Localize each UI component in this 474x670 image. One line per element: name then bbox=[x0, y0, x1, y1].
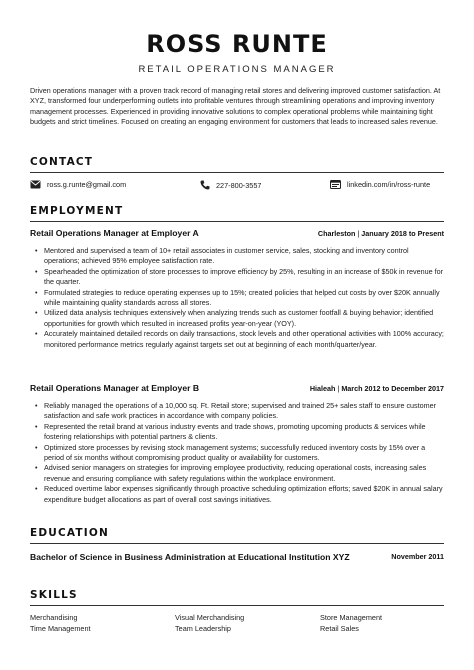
job-bullets-b bbox=[34, 401, 446, 505]
education-date: November 2011 bbox=[391, 552, 444, 561]
job-location-a: Charleston bbox=[317, 229, 356, 238]
skill-item: Visual Merchandising bbox=[175, 613, 245, 622]
summary-paragraph: Driven operations manager with a proven track record of managing retail stores and delivering improved customer satisfaction. At XYZ, transformed four underperforming outlets into profitable ventures through streamlining operations and improving inventory management processes. Experienced in providing innovative solutions to complex operational problems while maintaining tight budgets and strict timelines. Focused on creating an engaging environment for customers that leads to increased sales revenue. bbox=[30, 86, 441, 127]
envelope-icon bbox=[30, 180, 41, 189]
candidate-title: RETAIL OPERATIONS MANAGER bbox=[138, 64, 336, 75]
list-item: • Accurately maintained detailed records on daily transactions, stock levels and other operational activities with 100% accuracy; monitored performance metrics regularly against targets set out at beginning of each month/quarter/year. bbox=[34, 329, 446, 350]
skill-item: Team Leadership bbox=[175, 624, 231, 633]
education-heading: EDUCATION bbox=[30, 527, 110, 539]
list-item: • Formulated strategies to reduce operating expenses up to 15%; created policies that helped cut costs by over $20K annually while maintaining quality standards across all stores. bbox=[34, 288, 446, 309]
list-item: • Spearheaded the optimization of store processes to improve efficiency by 25%, resulting in an increase of $50k in revenue for the quarter. bbox=[34, 267, 446, 288]
list-item: • Reliably managed the operations of a 10,000 sq. Ft. Retail store; supervised and trained 25+ sales staff to ensure customer satisfaction and safe work practices in accordance with company policies. bbox=[34, 401, 446, 422]
contact-phone[interactable] bbox=[200, 180, 261, 190]
skills-divider bbox=[30, 605, 444, 606]
linkedin-icon bbox=[330, 180, 341, 189]
list-item: • Utilized data analysis techniques extensively when analyzing trends such as customer footfall & buying behavior; identified opportunities for growth which resulted in increased profits year-on-year (YOY). bbox=[34, 308, 446, 329]
education-divider bbox=[30, 543, 444, 544]
skill-item: Retail Sales bbox=[320, 624, 359, 633]
job-location-b: Hialeah bbox=[309, 384, 336, 393]
contact-divider bbox=[30, 172, 444, 173]
employment-heading: EMPLOYMENT bbox=[30, 205, 124, 217]
job-dates-b: March 2012 to December 2017 bbox=[341, 384, 444, 393]
email-text: ross.g.runte@gmail.com bbox=[47, 180, 127, 189]
contact-heading: CONTACT bbox=[30, 156, 94, 168]
list-item: • Mentored and supervised a team of 10+ retail associates in customer service, sales, stocking and inventory control operations; achieved 95% employee satisfaction rate. bbox=[34, 246, 446, 267]
skill-item: Merchandising bbox=[30, 613, 78, 622]
skill-item: Time Management bbox=[30, 624, 91, 633]
job-title-a: Retail Operations Manager at Employer A bbox=[30, 228, 199, 238]
meta-separator: | bbox=[337, 384, 342, 393]
list-item: • Reduced overtime labor expenses significantly through proactive scheduling optimization efforts; saved $20K in annual salary expenditure budget allocations as part of overall cost savings initiatives. bbox=[34, 484, 446, 505]
contact-email[interactable] bbox=[30, 180, 126, 189]
skill-item: Store Management bbox=[320, 613, 383, 622]
employment-divider bbox=[30, 221, 444, 222]
contact-linkedin[interactable] bbox=[330, 180, 430, 189]
list-item: • Optimized store processes by revising stock management systems; successfully reduced inventory costs by 15% over a period of six months without compromising product quality or availability for customers. bbox=[34, 443, 446, 464]
linkedin-text: linkedin.com/in/ross-runte bbox=[347, 180, 431, 189]
phone-text: 227-800-3557 bbox=[216, 180, 262, 190]
job-title-b: Retail Operations Manager at Employer B bbox=[30, 383, 200, 393]
job-dates-a: January 2018 to Present bbox=[361, 229, 444, 238]
list-item: • Advised senior managers on strategies for improving employee productivity, reducing operational costs, increasing sales revenue and ensuring compliance with safety regulations within the workplace environment. bbox=[34, 463, 446, 484]
job-meta-a bbox=[318, 229, 444, 238]
skills-heading: SKILLS bbox=[30, 589, 78, 601]
phone-icon bbox=[200, 180, 210, 190]
education-degree: Bachelor of Science in Business Administration at Educational Institution XYZ bbox=[30, 552, 350, 562]
contact-row bbox=[30, 180, 444, 192]
list-item: • Represented the retail brand at various industry events and trade shows, promoting upcoming products & services while fostering relationships with potential partners & clients. bbox=[34, 422, 446, 443]
job-bullets-a bbox=[34, 246, 446, 350]
meta-separator: | bbox=[357, 229, 362, 238]
job-meta-b bbox=[310, 384, 444, 393]
candidate-name: ROSS RUNTE bbox=[146, 30, 328, 58]
